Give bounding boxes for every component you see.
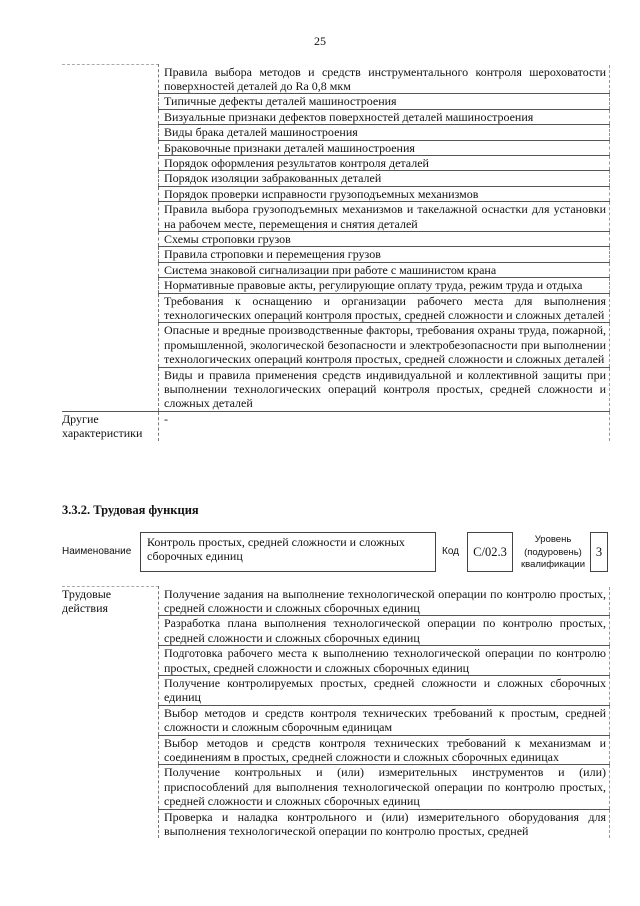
table-row: Визуальные признаки дефектов поверхностей деталей машиностроения — [159, 109, 610, 124]
table-row: Получение контрольных и (или) измерительных инструментов и (или) приспособлений для выполнения технологической операции по контролю простых, средней сложности и сложных сборочных единиц — [159, 765, 610, 809]
table-row: Нормативные правовые акты, регулирующие оплату труда, режим труда и отдыха — [159, 278, 610, 293]
knowledge-table — [62, 64, 610, 441]
table-row: Правила выбора грузоподъемных механизмов и такелажной оснастки для установки на рабочем месте, перемещения и снятия деталей — [159, 202, 610, 232]
function-name-box: Контроль простых, средней сложности и сложных сборочных единиц — [140, 532, 436, 572]
empty-left-cell — [62, 65, 159, 412]
table-row: Виды и правила применения средств индивидуальной и коллективной защиты при выполнении технологических операций контроля простых, средней сложности и сложных деталей — [159, 367, 610, 411]
table-row: Выбор методов и средств контроля технических требований к механизмам и соединениям в простых, средней сложности и сложных сборочных единицах — [159, 735, 610, 765]
table-row: Получение задания на выполнение технологической операции по контролю простых, средней сложности и сложных сборочных единиц — [159, 587, 610, 616]
other-characteristics-label: Другие характеристики — [62, 411, 159, 440]
level-label: Уровень (подуровень) квалификации — [520, 534, 586, 570]
table-row: Правила выбора методов и средств инструментального контроля шероховатости поверхностей деталей до Ra 0,8 мкм — [159, 65, 610, 94]
table-row: Браковочные признаки деталей машиностроения — [159, 140, 610, 155]
table-row: Подготовка рабочего места к выполнению технологической операции по контролю простых, средней сложности и сложных сборочных единиц — [159, 646, 610, 676]
table-row: Получение контролируемых простых, средней сложности и сложных сборочных единиц — [159, 675, 610, 705]
section-heading: 3.3.2. Трудовая функция — [62, 503, 199, 517]
table-row: Требования к оснащению и организации рабочего места для выполнения технологических операций контроля простых, средней сложности и сложных деталей — [159, 293, 610, 323]
table-row: Система знаковой сигнализации при работе с машинистом крана — [159, 262, 610, 277]
labor-actions-table — [62, 586, 610, 838]
table-row: Типичные дефекты деталей машиностроения — [159, 94, 610, 109]
table-row: Порядок изоляции забракованных деталей — [159, 171, 610, 186]
labor-actions-label: Трудовые действия — [62, 587, 159, 839]
table-row: Выбор методов и средств контроля технических требований к простым, средней сложности и сложным сборочным единицам — [159, 705, 610, 735]
table-row: Правила строповки и перемещения грузов — [159, 247, 610, 262]
table-row: Схемы строповки грузов — [159, 231, 610, 246]
table-row: Порядок оформления результатов контроля деталей — [159, 155, 610, 170]
other-characteristics-value: - — [159, 411, 610, 440]
page-number: 25 — [314, 34, 326, 48]
code-box: C/02.3 — [467, 532, 513, 572]
table-row: Проверка и наладка контрольного и (или) измерительного оборудования для выполнения технологической операции по контролю простых, средней — [159, 809, 610, 838]
code-label: Код — [442, 546, 460, 557]
table-row: Виды брака деталей машиностроения — [159, 125, 610, 140]
table-row: Опасные и вредные производственные факторы, требования охраны труда, пожарной, промышленной, экологической безопасности и электробезопасности при выполнении технологических операций контроля простых, средней сложности и сложных деталей — [159, 323, 610, 367]
table-row: Разработка плана выполнения технологической операции по контролю простых, средней сложности и сложных сборочных единиц — [159, 616, 610, 646]
table-row: Порядок проверки исправности грузоподъемных механизмов — [159, 186, 610, 201]
name-label: Наименование — [62, 546, 132, 557]
level-box: 3 — [590, 532, 608, 572]
